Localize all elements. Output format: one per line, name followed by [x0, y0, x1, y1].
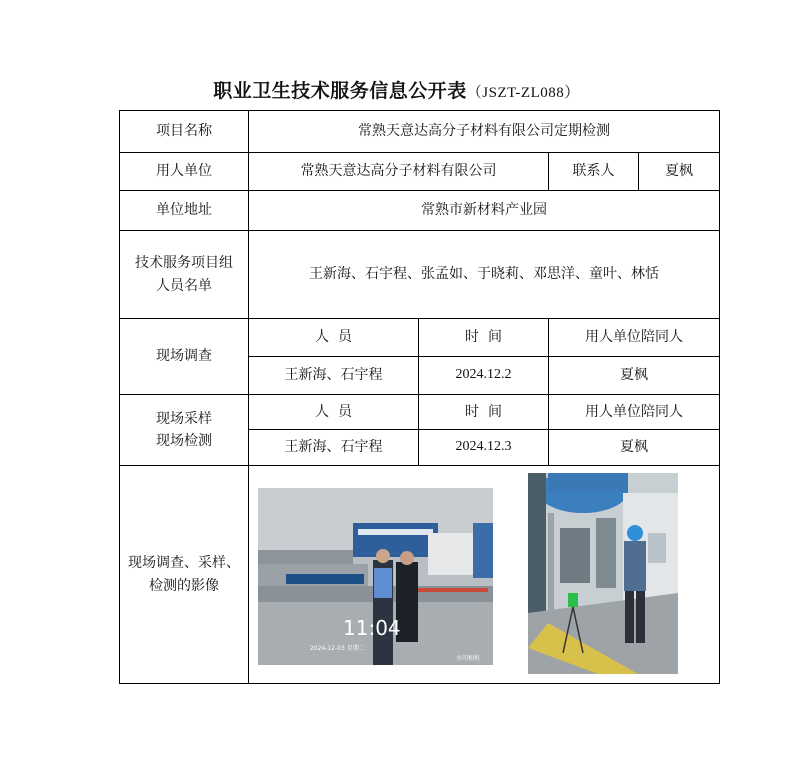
survey-col-personnel: 人 员: [249, 319, 419, 357]
survey-escort: 夏枫: [549, 357, 720, 395]
address-value: 常熟市新材料产业园: [249, 191, 720, 231]
page-title: [0, 76, 793, 103]
survey-col-escort: 用人单位陪同人: [549, 319, 720, 357]
project-value: 常熟天意达高分子材料有限公司定期检测: [249, 111, 720, 153]
sampling-col-time: 时 间: [419, 395, 549, 430]
form-code: （JSZT-ZL088）: [466, 85, 580, 101]
title-text: 职业卫生技术服务信息公开表: [213, 80, 467, 102]
employer-label: 用人单位: [120, 153, 249, 191]
sampling-personnel: 王新海、石宇程: [249, 430, 419, 466]
sampling-time: 2024.12.3: [419, 430, 549, 466]
images-label: 现场调查、采样、检测的影像: [120, 466, 249, 684]
info-table: [119, 110, 720, 684]
sampling-col-escort: 用人单位陪同人: [549, 395, 720, 430]
survey-time: 2024.12.2: [419, 357, 549, 395]
photo-time: 11:04: [343, 616, 401, 640]
sampling-escort: 夏枫: [549, 430, 720, 466]
sampling-label: 现场采样现场检测: [120, 395, 249, 466]
contact-label: 联系人: [549, 153, 639, 191]
sampling-col-personnel: 人 员: [249, 395, 419, 430]
project-label: 项目名称: [120, 111, 249, 153]
survey-label: 现场调查: [120, 319, 249, 395]
survey-personnel: 王新海、石宇程: [249, 357, 419, 395]
photo-watermark-brand: 水印相机: [456, 655, 481, 662]
sampling-photo: [528, 473, 678, 674]
team-value: 王新海、石宇程、张孟如、于晓莉、邓思洋、童叶、林恬: [249, 231, 720, 319]
contact-value: 夏枫: [639, 153, 720, 191]
address-label: 单位地址: [120, 191, 249, 231]
photo-area: [249, 466, 719, 683]
survey-col-time: 时 间: [419, 319, 549, 357]
site-survey-photo: [258, 488, 493, 665]
employer-value: 常熟天意达高分子材料有限公司: [249, 153, 549, 191]
team-label: 技术服务项目组人员名单: [120, 231, 249, 319]
photo-date: 2024-12-03 星期二: [310, 645, 365, 652]
